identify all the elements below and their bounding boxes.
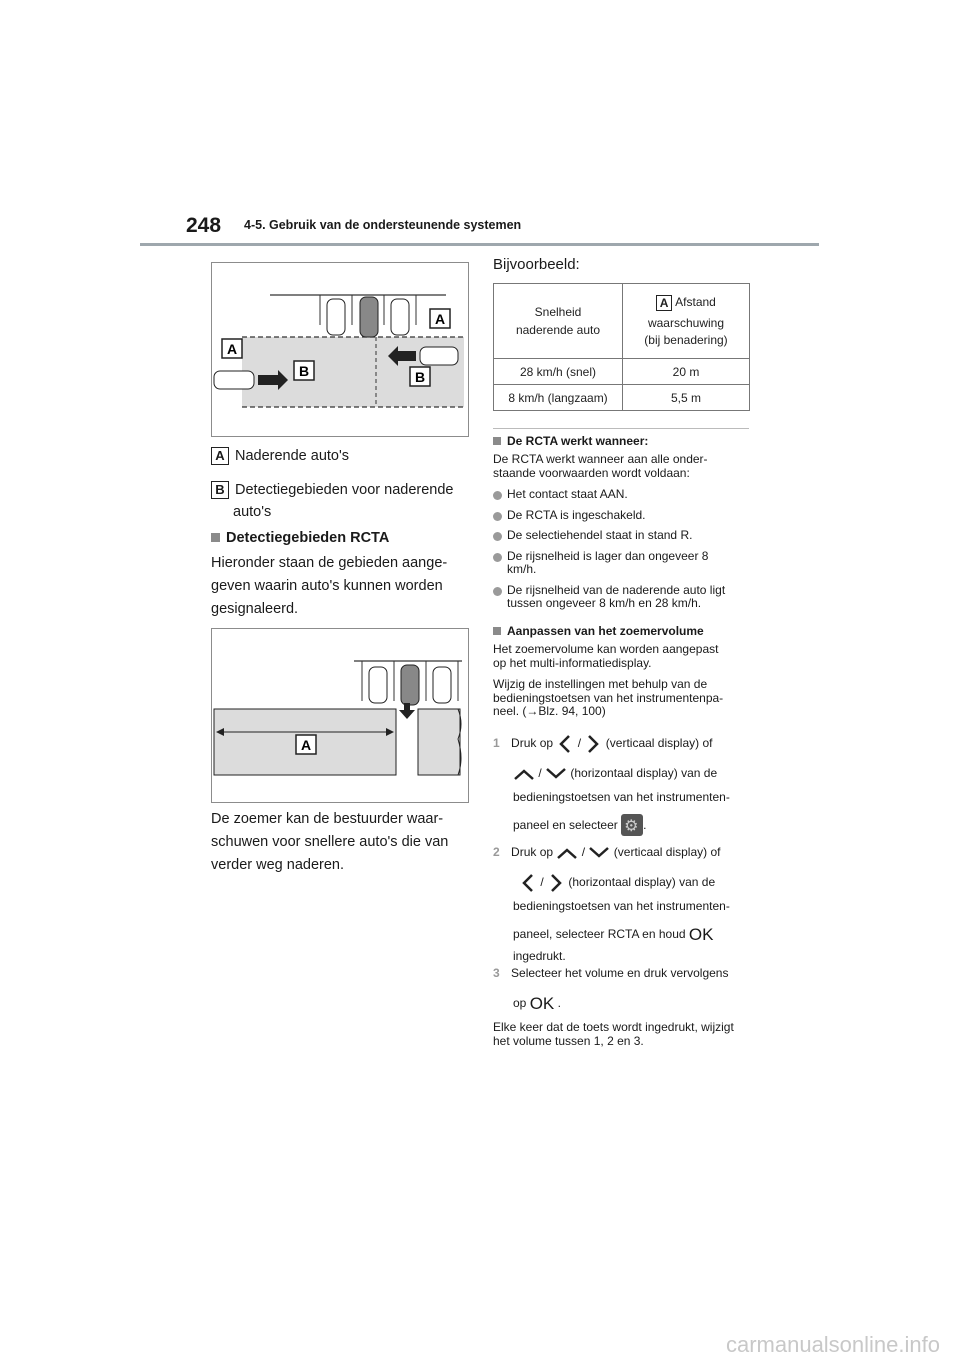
slash: / [540,875,544,889]
chevron-left-icon [519,873,537,893]
heading-detection-areas [211,530,389,546]
text-line: gesignaleerd. [211,601,299,617]
text-line: neel. (→Blz. 94, 100) [493,704,606,718]
list-item-text: De RCTA is ingeschakeld. [507,507,646,522]
step-text: (horizontaal display) van de [570,766,718,780]
closing-paragraph [493,1021,734,1048]
ok-button-icon: OK [529,993,555,1013]
header-line: Afstand [675,295,716,310]
list-item-text: tussen ongeveer 8 km/h en 28 km/h. [507,596,702,610]
text-line: staande voorwaarden wordt voldaan: [493,465,690,480]
list-item [493,584,725,611]
list-item-text: De rijsnelheid is lager dan ongeveer 8 [507,548,709,563]
table-cell: 5,5 m [623,385,750,411]
header-line: Snelheid [534,305,582,319]
step-text: paneel en selecteer [513,817,618,832]
period: . [557,995,561,1010]
table-cell: 20 m [623,359,750,385]
table-cell: 8 km/h (langzaam) [494,385,623,411]
slash: / [538,766,542,780]
table-header-distance [623,284,750,359]
list-item-text: Het contact staat AAN. [507,487,628,501]
chevron-right-icon [547,873,565,893]
chevron-up-icon [513,767,535,781]
period: . [643,817,647,832]
bullet-icon [493,491,502,500]
chevron-left-icon [556,734,574,754]
text-line: geven waarin auto's kunnen worden [211,578,443,594]
table-row [494,385,750,411]
step-number: 1 [493,736,500,750]
legend-text-b: Detectiegebieden voor naderende [235,482,454,498]
legend-badge-b: B [211,481,229,499]
legend-text-a: Naderende auto's [235,448,350,464]
fig2-label-a: A [300,737,312,753]
slash: / [581,845,586,859]
text-line: De RCTA werkt wanneer aan alle onder- [493,452,708,466]
step-text: (verticaal display) of [605,736,713,750]
text-line: op het multi-informatiedisplay. [493,655,652,670]
header-line: (bij benadering) [644,333,728,347]
text-line: Hieronder staan de gebieden aange- [211,555,448,571]
table-header-speed [494,284,623,359]
parking-lot-illustration [212,263,468,436]
volume-para1 [493,643,718,670]
text-line: Elke keer dat de toets wordt ingedrukt, wijzigt [493,1020,734,1034]
list-item [493,529,725,543]
table-header-row [494,284,750,359]
volume-heading [493,624,704,638]
heading-text: De RCTA werkt wanneer: [507,434,649,448]
header-line: naderende auto [515,323,601,337]
volume-para2 [493,678,723,719]
step-number: 3 [493,966,500,980]
step-text: Druk op [511,845,554,859]
parking-lot-illustration-2 [212,629,468,802]
step-text: ingedrukt. [513,949,566,964]
step-text: bedieningstoetsen van het instrumenten- [513,899,730,913]
table-cell: 28 km/h (snel) [494,359,623,385]
fig1-label-a-right: A [434,311,446,327]
text-line: het volume tussen 1, 2 en 3. [493,1033,644,1048]
step-text: Selecteer het volume en druk vervolgens [511,966,729,980]
step-3 [493,967,763,1013]
watermark: carmanualsonline.info [725,1332,940,1357]
slash: / [577,736,582,750]
step-text: bedieningstoetsen van het instrumenten- [513,790,730,804]
paragraph-areas [211,552,447,621]
legend-text-b-cont: auto's [233,504,272,520]
ok-button-icon: OK [688,924,714,944]
legend-item-a [211,446,349,466]
table-row [494,359,750,385]
example-title: Bijvoorbeeld: [493,256,580,273]
heading-text: Detectiegebieden RCTA [226,530,390,546]
square-bullet-icon [493,437,501,445]
step-text: paneel, selecteer RCTA en houd [513,926,686,941]
list-item [493,488,725,502]
figure-zoomer-area [211,628,469,803]
bullet-icon [493,587,502,596]
figure-detection-areas [211,262,469,437]
page-number: 248 [186,214,222,237]
list-item [493,550,725,577]
step-1 [493,733,763,837]
list-item-text: km/h. [507,562,537,576]
header-badge-a: A [656,295,672,311]
heading-text: Aanpassen van het zoemervolume [507,624,704,638]
step-text: op [513,995,527,1010]
settings-gear-icon [621,814,643,836]
text-line: De zoemer kan de bestuurder waar- [211,811,444,827]
chevron-right-icon [584,734,602,754]
fig1-label-b-right: B [414,369,426,385]
text-line: Wijzig de instellingen met behulp van de [493,677,708,691]
rcta-conditions-list [493,488,725,618]
step-text: (verticaal display) of [613,845,721,859]
list-item [493,509,725,523]
rcta-heading [493,434,648,448]
square-bullet-icon [211,533,220,542]
speed-distance-table [493,283,750,411]
legend-badge-a: A [211,447,229,465]
list-item-text: De rijsnelheid van de naderende auto ligt [507,582,726,597]
fig1-label-b-left: B [298,363,310,379]
header-rule [140,243,819,246]
text-line: Het zoemervolume kan worden aangepast [493,642,719,656]
text-line: schuwen voor snellere auto's die van [211,834,449,850]
bullet-icon [493,532,502,541]
paragraph-zoomer [211,808,448,877]
bullet-icon [493,553,502,562]
text-line: bedieningstoetsen van het instrumentenpa- [493,690,724,705]
text-line: verder weg naderen. [211,857,344,873]
rcta-intro [493,453,708,480]
chevron-down-icon [545,767,567,781]
step-number: 2 [493,845,500,859]
step-text: (horizontaal display) van de [568,875,716,889]
chevron-down-icon [588,846,610,860]
square-bullet-icon [493,627,501,635]
bullet-icon [493,512,502,521]
list-item-text: De selectiehendel staat in stand R. [507,528,693,542]
divider [493,428,749,429]
header-line: waarschuwing [647,316,725,330]
fig1-label-a-left: A [226,341,238,357]
legend-item-b [211,480,453,500]
step-2 [493,842,763,964]
chevron-up-icon [556,846,578,860]
section-title: 4-5. Gebruik van de ondersteunende systemen [244,218,522,232]
step-text: Druk op [511,736,554,750]
